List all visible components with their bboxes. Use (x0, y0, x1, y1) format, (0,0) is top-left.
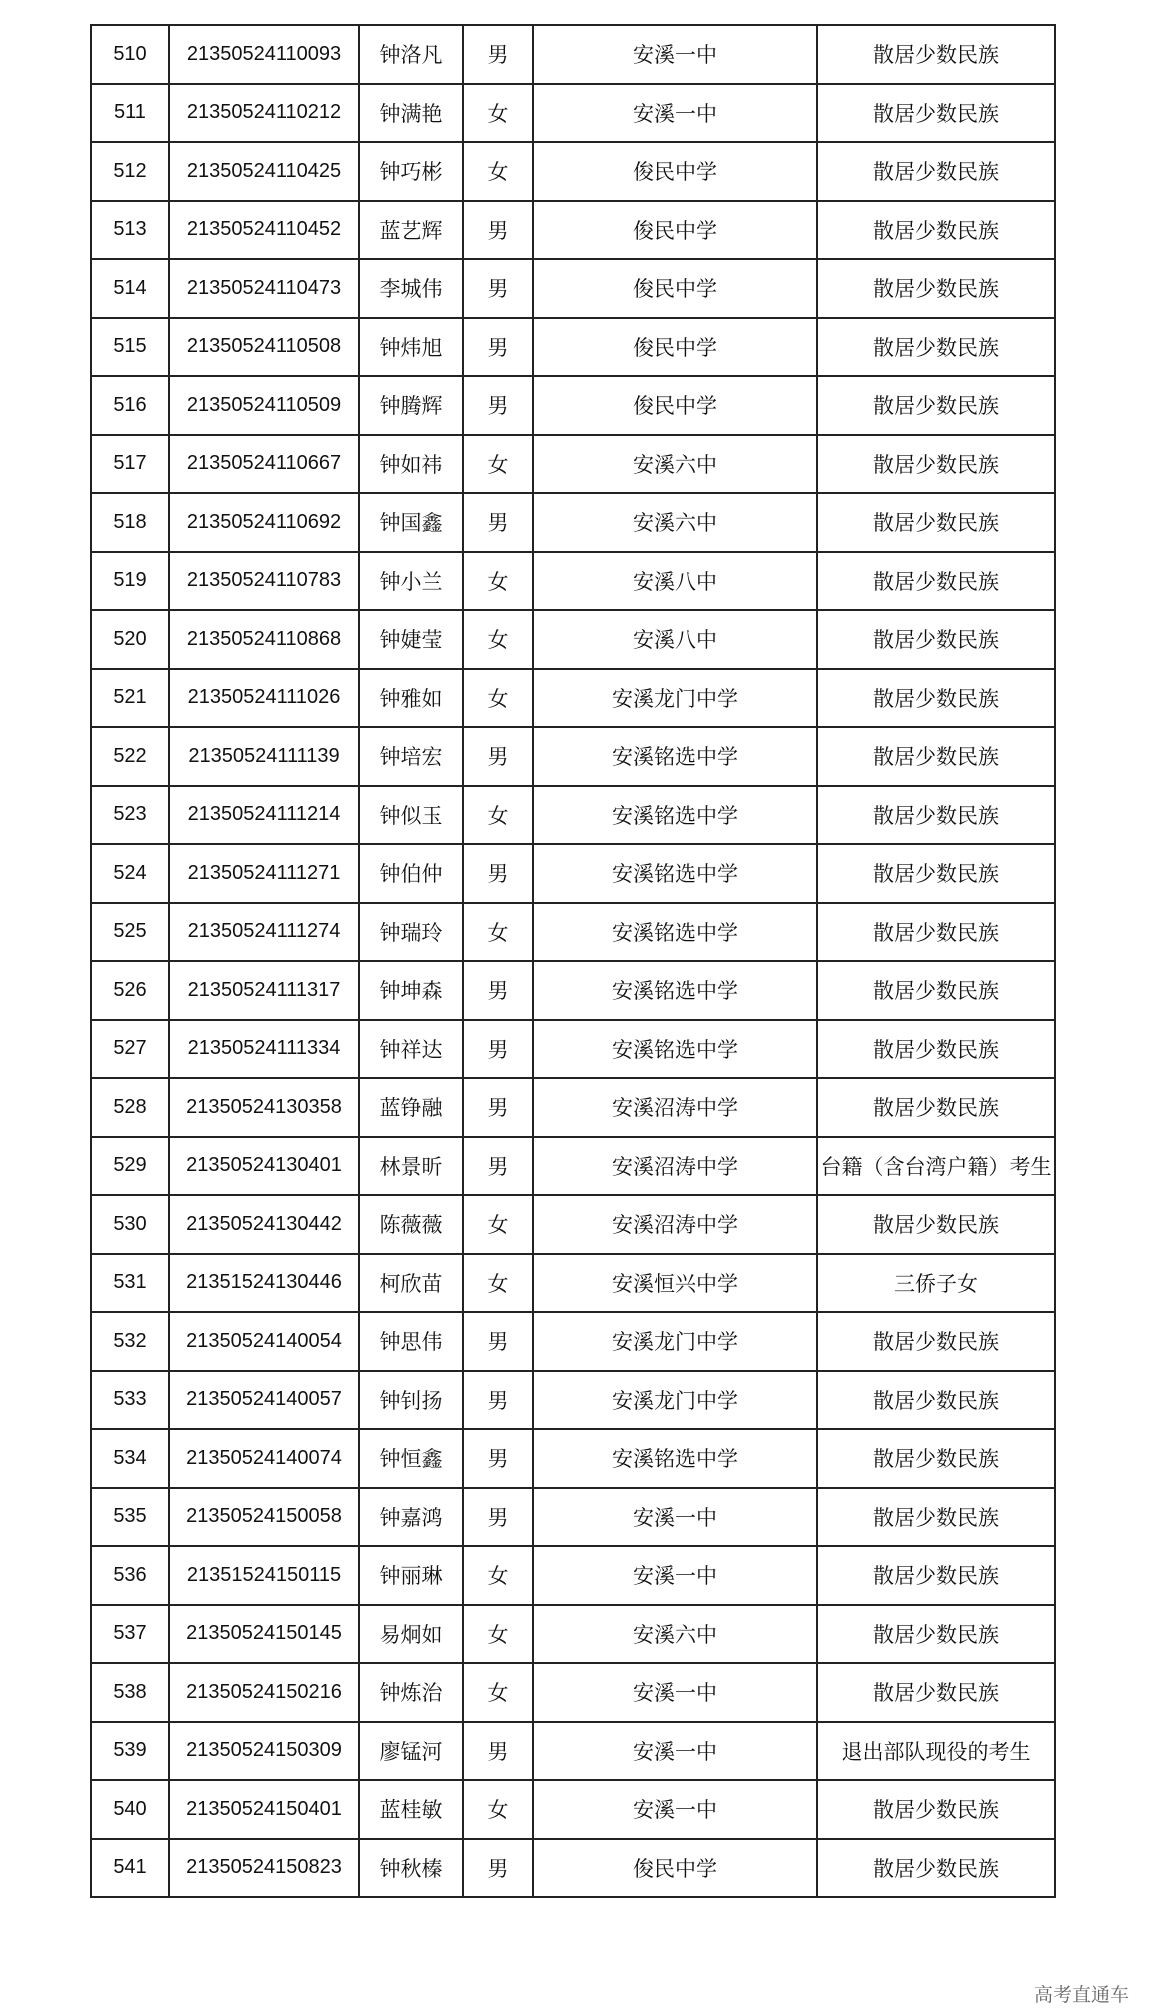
exam-id-cell: 21350524111334 (169, 1020, 359, 1079)
school-cell: 安溪一中 (533, 1780, 817, 1839)
table-row (91, 1020, 1055, 1079)
category-cell: 散居少数民族 (817, 1429, 1055, 1488)
student-name-cell: 钟洛凡 (359, 25, 463, 84)
student-name-cell: 钟雅如 (359, 669, 463, 728)
student-name-cell: 钟瑞玲 (359, 903, 463, 962)
category-cell: 散居少数民族 (817, 1195, 1055, 1254)
school-cell: 安溪铭选中学 (533, 786, 817, 845)
table-row (91, 903, 1055, 962)
student-name-cell: 陈薇薇 (359, 1195, 463, 1254)
category-cell: 散居少数民族 (817, 1488, 1055, 1547)
exam-id-cell: 21350524150145 (169, 1605, 359, 1664)
category-cell: 散居少数民族 (817, 727, 1055, 786)
category-cell: 散居少数民族 (817, 1663, 1055, 1722)
school-cell: 安溪一中 (533, 25, 817, 84)
exam-id-cell: 21350524110508 (169, 318, 359, 377)
category-cell: 散居少数民族 (817, 844, 1055, 903)
student-name-cell: 钟婕莹 (359, 610, 463, 669)
category-cell: 散居少数民族 (817, 259, 1055, 318)
row-number-cell: 527 (91, 1020, 169, 1079)
school-cell: 安溪铭选中学 (533, 903, 817, 962)
school-cell: 安溪铭选中学 (533, 1020, 817, 1079)
student-name-cell: 钟满艳 (359, 84, 463, 143)
school-cell: 俊民中学 (533, 259, 817, 318)
row-number-cell: 538 (91, 1663, 169, 1722)
student-name-cell: 钟祥达 (359, 1020, 463, 1079)
table-row (91, 259, 1055, 318)
table-row (91, 669, 1055, 728)
row-number-cell: 536 (91, 1546, 169, 1605)
exam-id-cell: 21350524110212 (169, 84, 359, 143)
gender-cell: 男 (463, 1429, 533, 1488)
table-row (91, 1078, 1055, 1137)
student-name-cell: 钟炜旭 (359, 318, 463, 377)
category-cell: 散居少数民族 (817, 1312, 1055, 1371)
table-row (91, 1137, 1055, 1196)
student-name-cell: 钟恒鑫 (359, 1429, 463, 1488)
gender-cell: 男 (463, 1020, 533, 1079)
student-name-cell: 柯欣苗 (359, 1254, 463, 1313)
school-cell: 俊民中学 (533, 376, 817, 435)
exam-id-cell: 21350524110473 (169, 259, 359, 318)
exam-id-cell: 21350524150401 (169, 1780, 359, 1839)
school-cell: 安溪恒兴中学 (533, 1254, 817, 1313)
row-number-cell: 530 (91, 1195, 169, 1254)
school-cell: 俊民中学 (533, 1839, 817, 1898)
exam-id-cell: 21351524130446 (169, 1254, 359, 1313)
row-number-cell: 524 (91, 844, 169, 903)
student-name-cell: 蓝艺辉 (359, 201, 463, 260)
row-number-cell: 514 (91, 259, 169, 318)
school-cell: 俊民中学 (533, 201, 817, 260)
school-cell: 安溪一中 (533, 1488, 817, 1547)
exam-id-cell: 21350524110868 (169, 610, 359, 669)
table-row (91, 610, 1055, 669)
gender-cell: 男 (463, 493, 533, 552)
student-name-cell: 钟秋榛 (359, 1839, 463, 1898)
exam-id-cell: 21350524140057 (169, 1371, 359, 1430)
row-number-cell: 517 (91, 435, 169, 494)
exam-id-cell: 21350524110667 (169, 435, 359, 494)
category-cell: 散居少数民族 (817, 1605, 1055, 1664)
exam-id-cell: 21350524140054 (169, 1312, 359, 1371)
school-cell: 安溪六中 (533, 493, 817, 552)
exam-id-cell: 21350524130442 (169, 1195, 359, 1254)
student-name-cell: 钟巧彬 (359, 142, 463, 201)
category-cell: 散居少数民族 (817, 376, 1055, 435)
exam-id-cell: 21350524130358 (169, 1078, 359, 1137)
row-number-cell: 540 (91, 1780, 169, 1839)
row-number-cell: 518 (91, 493, 169, 552)
row-number-cell: 537 (91, 1605, 169, 1664)
school-cell: 安溪一中 (533, 1663, 817, 1722)
row-number-cell: 516 (91, 376, 169, 435)
school-cell: 安溪沼涛中学 (533, 1137, 817, 1196)
gender-cell: 男 (463, 844, 533, 903)
student-name-cell: 易炯如 (359, 1605, 463, 1664)
school-cell: 安溪八中 (533, 610, 817, 669)
category-cell: 散居少数民族 (817, 1371, 1055, 1430)
category-cell: 散居少数民族 (817, 669, 1055, 728)
table-row (91, 961, 1055, 1020)
table-row (91, 142, 1055, 201)
student-name-cell: 钟钊扬 (359, 1371, 463, 1430)
row-number-cell: 521 (91, 669, 169, 728)
school-cell: 安溪龙门中学 (533, 1312, 817, 1371)
school-cell: 安溪六中 (533, 435, 817, 494)
category-cell: 散居少数民族 (817, 142, 1055, 201)
exam-id-cell: 21350524130401 (169, 1137, 359, 1196)
gender-cell: 男 (463, 1839, 533, 1898)
row-number-cell: 526 (91, 961, 169, 1020)
table-row (91, 552, 1055, 611)
table-row (91, 1722, 1055, 1781)
school-cell: 俊民中学 (533, 318, 817, 377)
student-name-cell: 钟国鑫 (359, 493, 463, 552)
roster-table (90, 24, 1056, 1898)
student-name-cell: 钟似玉 (359, 786, 463, 845)
gender-cell: 男 (463, 961, 533, 1020)
table-row (91, 1780, 1055, 1839)
row-number-cell: 541 (91, 1839, 169, 1898)
category-cell: 散居少数民族 (817, 610, 1055, 669)
row-number-cell: 539 (91, 1722, 169, 1781)
gender-cell: 女 (463, 1195, 533, 1254)
table-row (91, 435, 1055, 494)
exam-id-cell: 21350524150309 (169, 1722, 359, 1781)
student-name-cell: 蓝铮融 (359, 1078, 463, 1137)
category-cell: 散居少数民族 (817, 201, 1055, 260)
exam-id-cell: 21350524150058 (169, 1488, 359, 1547)
roster-table-body (91, 25, 1055, 1897)
student-name-cell: 林景昕 (359, 1137, 463, 1196)
gender-cell: 女 (463, 1254, 533, 1313)
table-row (91, 1254, 1055, 1313)
category-cell: 散居少数民族 (817, 552, 1055, 611)
exam-id-cell: 21350524140074 (169, 1429, 359, 1488)
student-name-cell: 钟伯仲 (359, 844, 463, 903)
table-row (91, 844, 1055, 903)
gender-cell: 男 (463, 1371, 533, 1430)
student-name-cell: 蓝桂敏 (359, 1780, 463, 1839)
gender-cell: 女 (463, 610, 533, 669)
table-row (91, 1605, 1055, 1664)
category-cell: 散居少数民族 (817, 1020, 1055, 1079)
category-cell: 散居少数民族 (817, 1546, 1055, 1605)
school-cell: 安溪龙门中学 (533, 1371, 817, 1430)
row-number-cell: 532 (91, 1312, 169, 1371)
category-cell: 散居少数民族 (817, 435, 1055, 494)
exam-id-cell: 21350524150823 (169, 1839, 359, 1898)
exam-id-cell: 21350524110783 (169, 552, 359, 611)
gender-cell: 女 (463, 903, 533, 962)
school-cell: 安溪一中 (533, 1546, 817, 1605)
gender-cell: 男 (463, 1312, 533, 1371)
gender-cell: 女 (463, 1546, 533, 1605)
category-cell: 散居少数民族 (817, 1839, 1055, 1898)
row-number-cell: 511 (91, 84, 169, 143)
gender-cell: 男 (463, 318, 533, 377)
exam-id-cell: 21350524110692 (169, 493, 359, 552)
school-cell: 安溪沼涛中学 (533, 1195, 817, 1254)
student-name-cell: 钟小兰 (359, 552, 463, 611)
table-row (91, 1195, 1055, 1254)
school-cell: 安溪铭选中学 (533, 727, 817, 786)
row-number-cell: 515 (91, 318, 169, 377)
table-row (91, 727, 1055, 786)
school-cell: 安溪龙门中学 (533, 669, 817, 728)
student-name-cell: 钟培宏 (359, 727, 463, 786)
student-name-cell: 钟腾辉 (359, 376, 463, 435)
school-cell: 安溪八中 (533, 552, 817, 611)
school-cell: 安溪一中 (533, 84, 817, 143)
table-row (91, 1488, 1055, 1547)
gender-cell: 女 (463, 552, 533, 611)
row-number-cell: 510 (91, 25, 169, 84)
table-row (91, 493, 1055, 552)
exam-id-cell: 21350524150216 (169, 1663, 359, 1722)
gender-cell: 女 (463, 142, 533, 201)
school-cell: 俊民中学 (533, 142, 817, 201)
category-cell: 散居少数民族 (817, 1780, 1055, 1839)
watermark-text: 高考直通车 (1033, 1984, 1129, 2006)
gender-cell: 女 (463, 669, 533, 728)
exam-id-cell: 21350524110452 (169, 201, 359, 260)
exam-id-cell: 21350524111274 (169, 903, 359, 962)
table-row (91, 1839, 1055, 1898)
gender-cell: 男 (463, 1137, 533, 1196)
exam-id-cell: 21350524110509 (169, 376, 359, 435)
school-cell: 安溪铭选中学 (533, 961, 817, 1020)
roster-table-container (90, 24, 1054, 1898)
gender-cell: 男 (463, 25, 533, 84)
table-row (91, 84, 1055, 143)
gender-cell: 女 (463, 435, 533, 494)
student-name-cell: 李城伟 (359, 259, 463, 318)
row-number-cell: 513 (91, 201, 169, 260)
gender-cell: 男 (463, 376, 533, 435)
row-number-cell: 519 (91, 552, 169, 611)
table-row (91, 1429, 1055, 1488)
row-number-cell: 534 (91, 1429, 169, 1488)
student-name-cell: 廖锰河 (359, 1722, 463, 1781)
exam-id-cell: 21350524111271 (169, 844, 359, 903)
gender-cell: 女 (463, 786, 533, 845)
gender-cell: 男 (463, 727, 533, 786)
gender-cell: 女 (463, 1605, 533, 1664)
student-name-cell: 钟思伟 (359, 1312, 463, 1371)
category-cell: 散居少数民族 (817, 961, 1055, 1020)
row-number-cell: 528 (91, 1078, 169, 1137)
exam-id-cell: 21350524111317 (169, 961, 359, 1020)
school-cell: 安溪一中 (533, 1722, 817, 1781)
exam-id-cell: 21350524111026 (169, 669, 359, 728)
exam-id-cell: 21351524150115 (169, 1546, 359, 1605)
category-cell: 散居少数民族 (817, 786, 1055, 845)
gender-cell: 女 (463, 1663, 533, 1722)
exam-id-cell: 21350524110425 (169, 142, 359, 201)
gender-cell: 女 (463, 84, 533, 143)
row-number-cell: 522 (91, 727, 169, 786)
category-cell: 散居少数民族 (817, 493, 1055, 552)
table-row (91, 201, 1055, 260)
table-row (91, 1663, 1055, 1722)
category-cell: 散居少数民族 (817, 1078, 1055, 1137)
exam-id-cell: 21350524111139 (169, 727, 359, 786)
category-cell: 台籍（含台湾户籍）考生 (817, 1137, 1055, 1196)
gender-cell: 男 (463, 259, 533, 318)
row-number-cell: 531 (91, 1254, 169, 1313)
category-cell: 散居少数民族 (817, 84, 1055, 143)
table-row (91, 318, 1055, 377)
table-row (91, 376, 1055, 435)
gender-cell: 男 (463, 1722, 533, 1781)
school-cell: 安溪沼涛中学 (533, 1078, 817, 1137)
student-name-cell: 钟炼治 (359, 1663, 463, 1722)
category-cell: 退出部队现役的考生 (817, 1722, 1055, 1781)
category-cell: 散居少数民族 (817, 318, 1055, 377)
student-name-cell: 钟坤森 (359, 961, 463, 1020)
row-number-cell: 535 (91, 1488, 169, 1547)
row-number-cell: 533 (91, 1371, 169, 1430)
student-name-cell: 钟如祎 (359, 435, 463, 494)
table-row (91, 1371, 1055, 1430)
student-name-cell: 钟嘉鸿 (359, 1488, 463, 1547)
category-cell: 散居少数民族 (817, 903, 1055, 962)
category-cell: 散居少数民族 (817, 25, 1055, 84)
category-cell: 三侨子女 (817, 1254, 1055, 1313)
row-number-cell: 529 (91, 1137, 169, 1196)
row-number-cell: 512 (91, 142, 169, 201)
exam-id-cell: 21350524111214 (169, 786, 359, 845)
school-cell: 安溪铭选中学 (533, 844, 817, 903)
row-number-cell: 525 (91, 903, 169, 962)
table-row (91, 786, 1055, 845)
gender-cell: 男 (463, 201, 533, 260)
row-number-cell: 523 (91, 786, 169, 845)
table-row (91, 25, 1055, 84)
row-number-cell: 520 (91, 610, 169, 669)
table-row (91, 1312, 1055, 1371)
table-row (91, 1546, 1055, 1605)
gender-cell: 男 (463, 1488, 533, 1547)
gender-cell: 女 (463, 1780, 533, 1839)
gender-cell: 男 (463, 1078, 533, 1137)
exam-id-cell: 21350524110093 (169, 25, 359, 84)
school-cell: 安溪六中 (533, 1605, 817, 1664)
student-name-cell: 钟丽琳 (359, 1546, 463, 1605)
school-cell: 安溪铭选中学 (533, 1429, 817, 1488)
